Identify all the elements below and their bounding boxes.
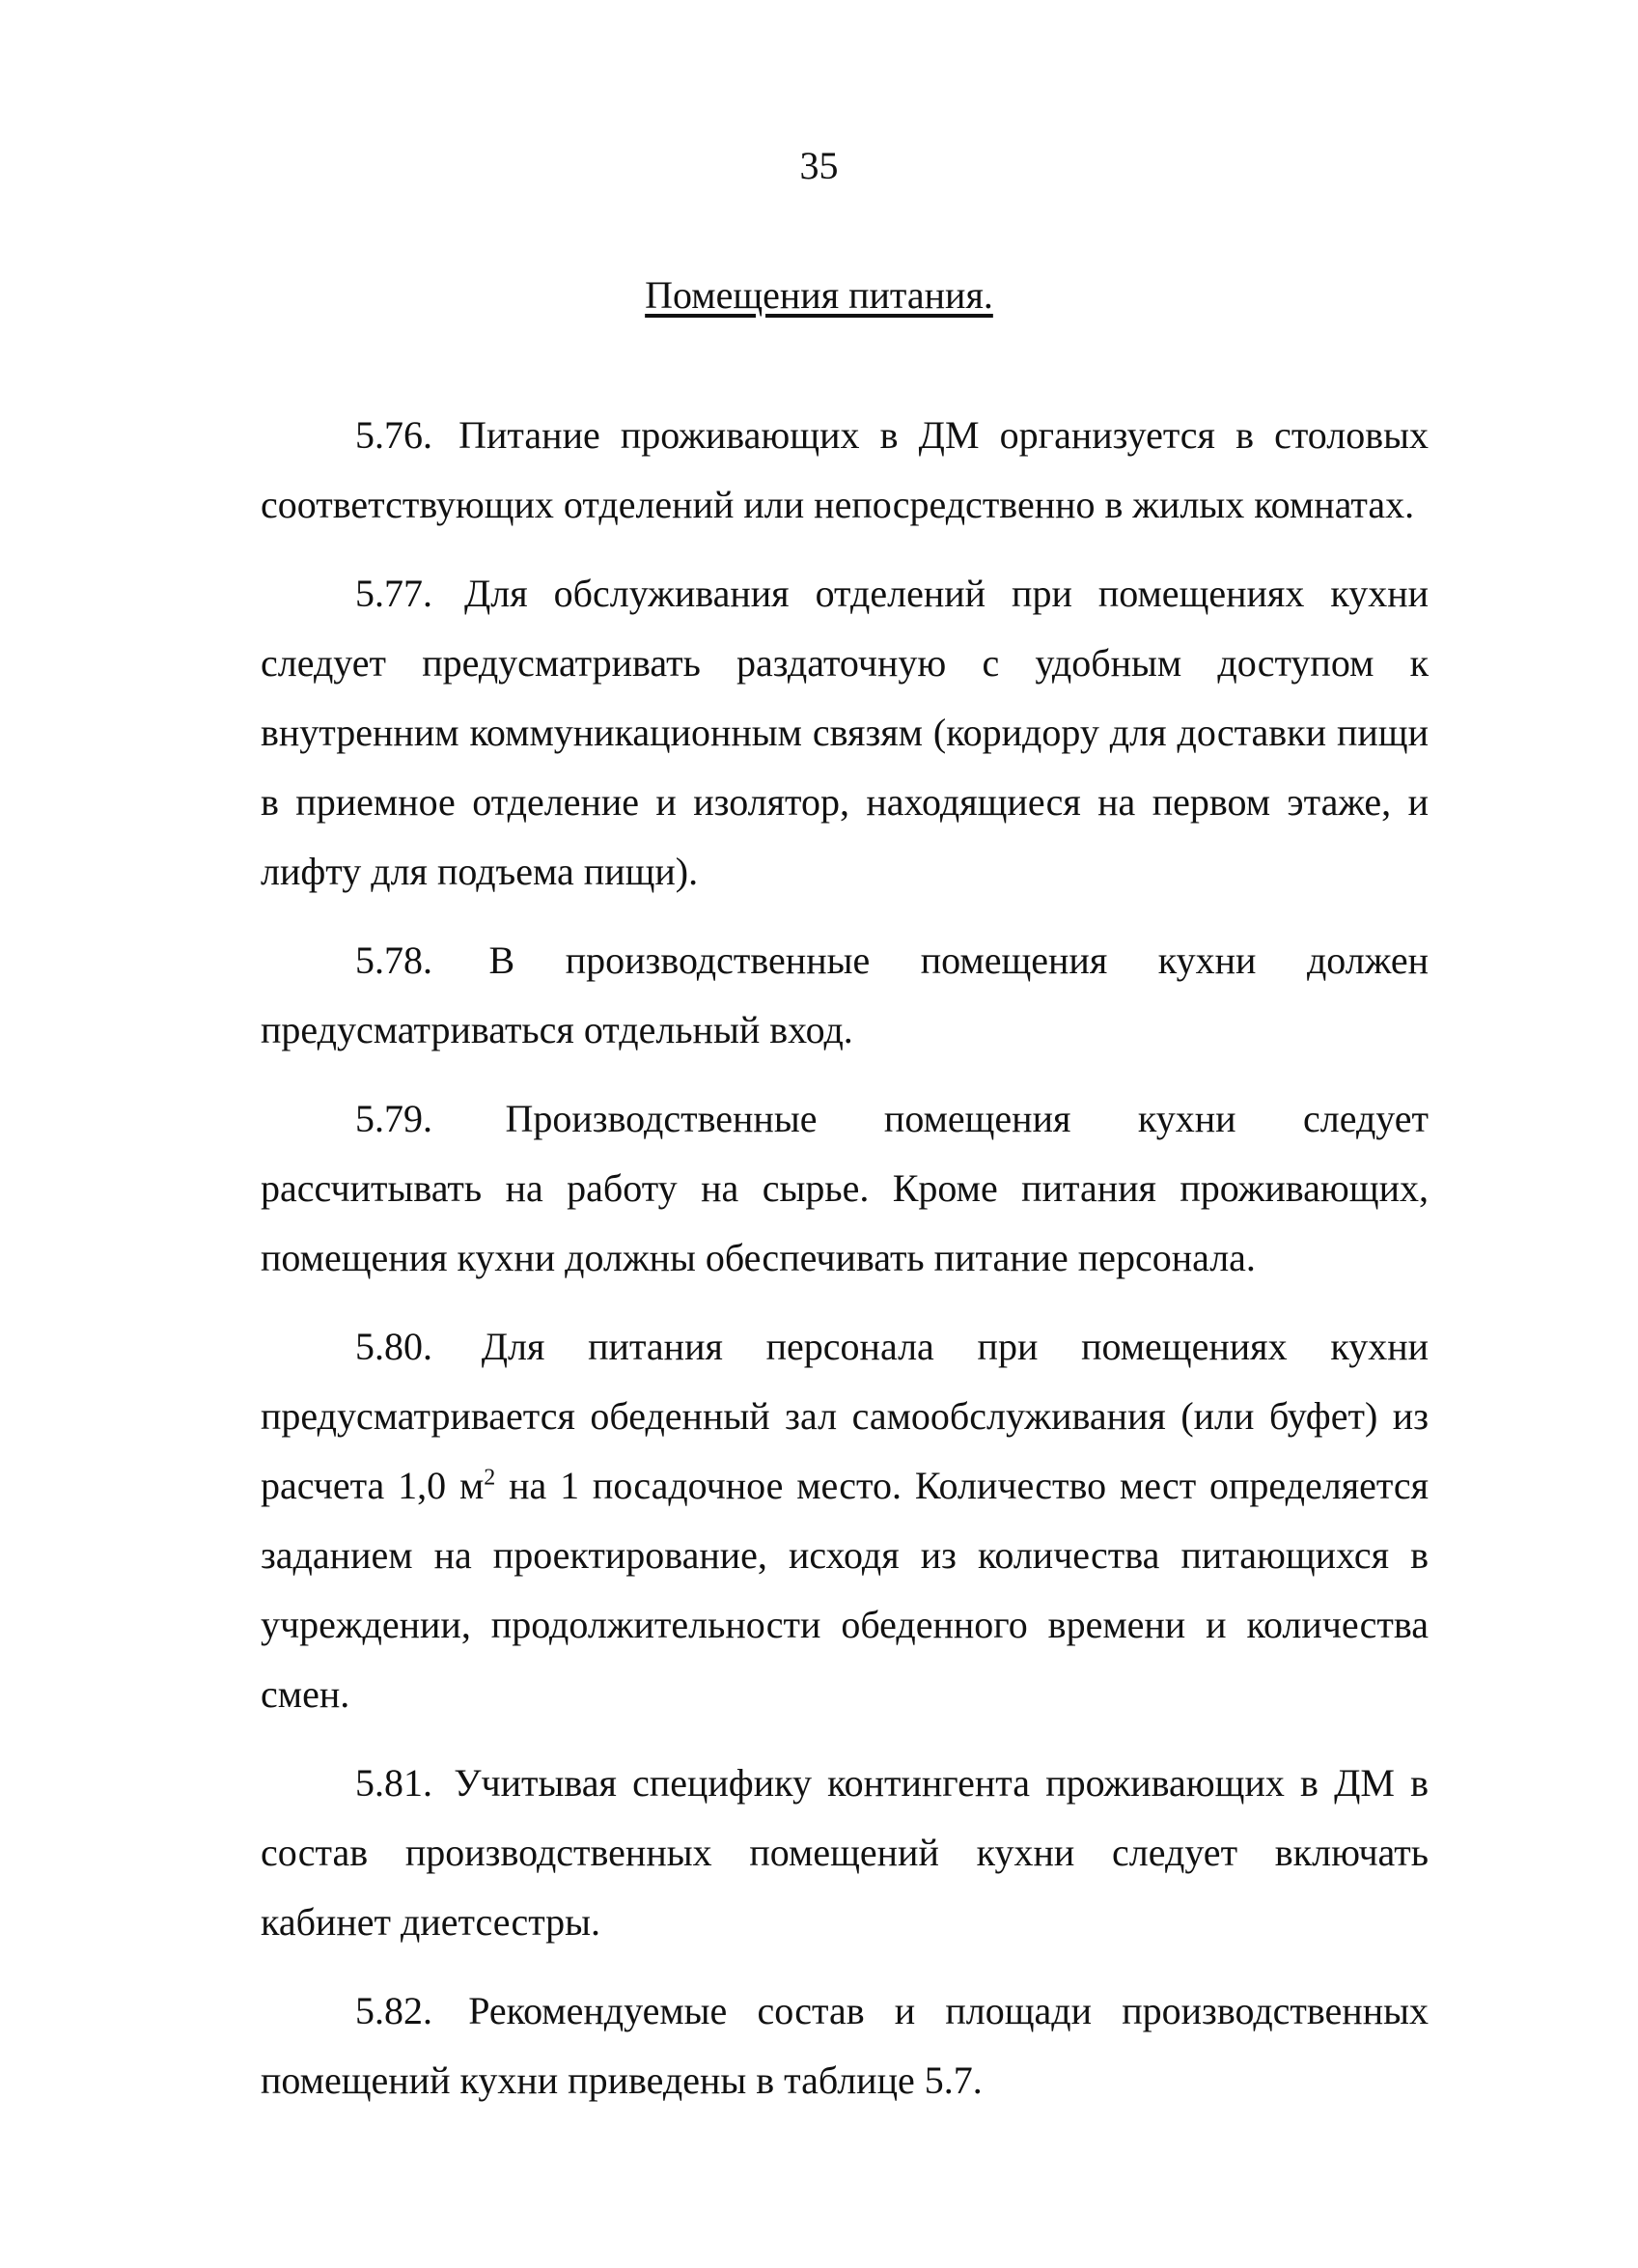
- paragraph-text-after: на 1 посадочное место. Количество мест определяется заданием на проектирование, исходя из количества питающихся в учреждении, продолжительности обеденного времени и количества смен.: [261, 1464, 1429, 1716]
- superscript-exponent: 2: [484, 1465, 496, 1491]
- paragraph-5-77: [261, 559, 1429, 907]
- paragraph-text: В производственные помещения кухни должен предусматриваться отдельный вход.: [261, 938, 1430, 1051]
- paragraph-number: 5.82.: [355, 1989, 432, 2032]
- paragraph-text-before: Для питания персонала при помещениях кухни предусматривается обеденный зал самообслуживания (или буфет) из расчета 1,0 м: [261, 1325, 1429, 1507]
- paragraph-5-81: [261, 1749, 1429, 1957]
- paragraph-text: Для обслуживания отделений при помещениях кухни следует предусматривать раздаточную с удобным доступом к внутренним коммуникационным связям (коридору для доставки пищи в приемное отделение и изолятор, находящиеся на первом этаже, и лифту для подъема пищи).: [261, 572, 1430, 893]
- paragraph-number: 5.76.: [355, 413, 432, 457]
- paragraph-number: 5.81.: [355, 1761, 432, 1805]
- paragraph-text: Питание проживающих в ДМ организуется в столовых соответствующих отделений или непосредственно в жилых комнатах.: [261, 413, 1430, 526]
- paragraph-5-80: [261, 1312, 1429, 1729]
- paragraph-5-79: [261, 1084, 1429, 1293]
- paragraph-number: 5.80.: [355, 1325, 432, 1368]
- paragraph-text: Производственные помещения кухни следует рассчитывать на работу на сырье. Кроме питания проживающих, помещения кухни должны обеспечивать питание персонала.: [261, 1097, 1429, 1279]
- paragraph-5-82: [261, 1976, 1429, 2115]
- paragraph-number: 5.78.: [355, 938, 432, 982]
- paragraph-number: 5.79.: [355, 1097, 432, 1140]
- paragraph-text: Рекомендуемые состав и площади производственных помещений кухни приведены в таблице 5.7.: [261, 1989, 1429, 2102]
- paragraph-text: Учитывая специфику контингента проживающих в ДМ в состав производственных помещений кухни следует включать кабинет диетсестры.: [261, 1761, 1430, 1944]
- page-number: 35: [799, 144, 839, 187]
- paragraph-5-78: [261, 926, 1429, 1065]
- paragraph-number: 5.77.: [355, 572, 432, 615]
- body-text: [261, 401, 1429, 2135]
- section-title: Помещения питания.: [645, 273, 993, 317]
- paragraph-5-76: [261, 401, 1429, 540]
